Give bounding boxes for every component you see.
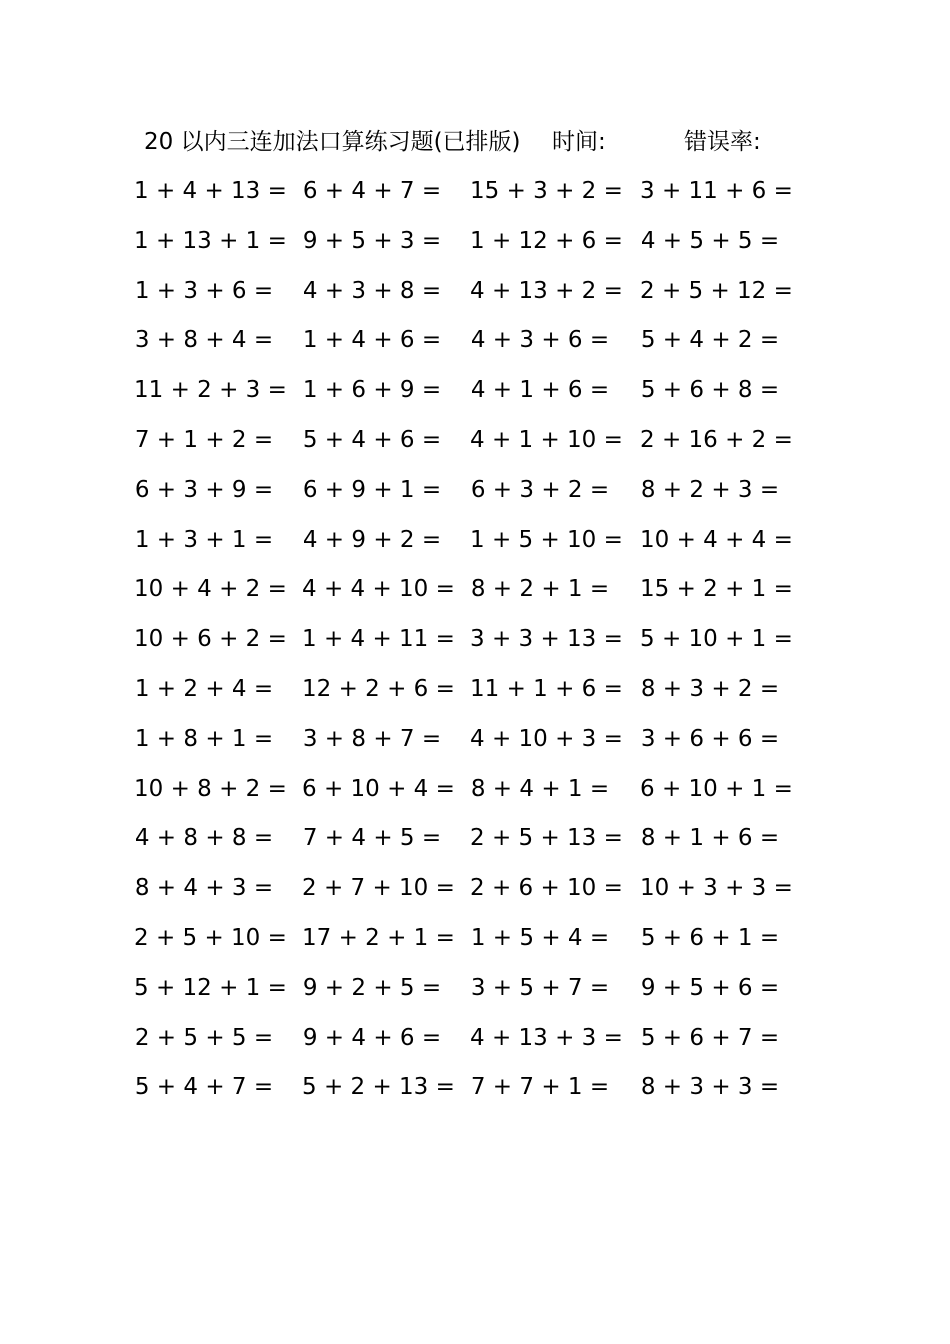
problem-item: 3 + 3 + 13 =: [470, 626, 623, 653]
problem-item: 7 + 1 + 2 =: [134, 427, 274, 453]
problem-item: 4 + 5 + 5 =: [640, 227, 780, 254]
problem-item: 5 + 2 + 13 =: [302, 1074, 455, 1101]
problem-item: 1 + 13 + 1 =: [134, 227, 287, 254]
problem-item: 9 + 5 + 3 =: [302, 227, 442, 254]
problem-item: 1 + 5 + 4 =: [470, 925, 610, 951]
problem-item: 8 + 4 + 3 =: [134, 875, 274, 902]
problem-item: 8 + 2 + 3 =: [640, 476, 780, 503]
problem-item: 15 + 2 + 1 =: [640, 576, 793, 603]
problem-item: 2 + 16 + 2 =: [640, 427, 793, 453]
problem-item: 10 + 6 + 2 =: [134, 626, 287, 653]
problem-item: 5 + 10 + 1 =: [640, 626, 793, 653]
problem-item: 8 + 4 + 1 =: [470, 775, 610, 802]
problem-item: 5 + 6 + 8 =: [640, 377, 780, 404]
problem-item: 2 + 7 + 10 =: [302, 875, 455, 902]
problem-item: 3 + 6 + 6 =: [640, 725, 780, 752]
problem-item: 6 + 4 + 7 =: [302, 178, 442, 204]
problem-item: 1 + 6 + 9 =: [302, 377, 442, 404]
problem-item: 2 + 5 + 5 =: [134, 1024, 274, 1051]
problem-item: 7 + 7 + 1 =: [470, 1074, 610, 1101]
problem-item: 1 + 2 + 4 =: [134, 676, 274, 702]
problem-item: 6 + 3 + 9 =: [134, 476, 274, 503]
problem-item: 1 + 4 + 13 =: [134, 178, 287, 204]
problem-row: [0, 1065, 950, 1109]
problem-item: 8 + 1 + 6 =: [640, 825, 780, 852]
problem-item: 8 + 2 + 1 =: [470, 576, 610, 603]
problem-row: [0, 916, 950, 960]
problem-item: 1 + 8 + 1 =: [134, 725, 274, 752]
problem-item: 5 + 4 + 6 =: [302, 427, 442, 453]
problem-row: [0, 866, 950, 910]
problem-item: 5 + 6 + 7 =: [640, 1024, 780, 1051]
problem-item: 17 + 2 + 1 =: [302, 925, 455, 951]
problem-item: 8 + 3 + 3 =: [640, 1074, 780, 1101]
problem-item: 4 + 8 + 8 =: [134, 825, 274, 852]
problem-item: 4 + 9 + 2 =: [302, 526, 442, 553]
problem-row: [0, 468, 950, 512]
problem-item: 4 + 13 + 3 =: [470, 1024, 623, 1051]
problem-item: 5 + 6 + 1 =: [640, 925, 780, 951]
problem-item: 4 + 10 + 3 =: [470, 725, 623, 752]
problem-row: [0, 816, 950, 860]
problem-row: [0, 368, 950, 412]
problem-item: 9 + 5 + 6 =: [640, 974, 780, 1001]
problem-item: 10 + 8 + 2 =: [134, 775, 287, 802]
problem-item: 12 + 2 + 6 =: [302, 676, 455, 702]
problem-item: 4 + 1 + 10 =: [470, 427, 623, 453]
problem-row: [0, 767, 950, 811]
problem-item: 4 + 4 + 10 =: [302, 576, 455, 603]
problem-item: 4 + 1 + 6 =: [470, 377, 610, 404]
problem-row: [0, 318, 950, 362]
problem-item: 5 + 4 + 2 =: [640, 327, 780, 354]
problem-item: 1 + 3 + 6 =: [134, 277, 274, 304]
problem-item: 3 + 11 + 6 =: [640, 178, 793, 204]
problem-item: 5 + 12 + 1 =: [134, 974, 287, 1001]
problem-row: [0, 169, 950, 213]
problem-item: 10 + 4 + 2 =: [134, 576, 287, 603]
problem-row: [0, 567, 950, 611]
problem-row: [0, 667, 950, 711]
problem-row: [0, 966, 950, 1010]
problem-item: 6 + 3 + 2 =: [470, 476, 610, 503]
problem-item: 15 + 3 + 2 =: [470, 178, 623, 204]
problem-item: 6 + 9 + 1 =: [302, 476, 442, 503]
problem-row: [0, 269, 950, 313]
problem-item: 3 + 8 + 7 =: [302, 725, 442, 752]
worksheet-title: 20 以内三连加法口算练习题(已排版): [144, 129, 521, 155]
problem-item: 1 + 4 + 6 =: [302, 327, 442, 354]
problem-item: 6 + 10 + 4 =: [302, 775, 455, 802]
problem-row: [0, 518, 950, 562]
problem-item: 1 + 12 + 6 =: [470, 227, 623, 254]
time-label: 时间:: [552, 129, 606, 155]
problem-item: 1 + 3 + 1 =: [134, 526, 274, 553]
problem-row: [0, 418, 950, 462]
problem-item: 7 + 4 + 5 =: [302, 825, 442, 852]
problem-item: 8 + 3 + 2 =: [640, 676, 780, 702]
problem-row: [0, 617, 950, 661]
problem-item: 6 + 10 + 1 =: [640, 775, 793, 802]
problem-item: 1 + 5 + 10 =: [470, 526, 623, 553]
problem-row: [0, 717, 950, 761]
problem-item: 11 + 1 + 6 =: [470, 676, 623, 702]
problem-item: 11 + 2 + 3 =: [134, 377, 287, 404]
problem-row: [0, 1016, 950, 1060]
problem-item: 3 + 8 + 4 =: [134, 327, 274, 354]
error-rate-label: 错误率:: [684, 129, 761, 155]
problem-item: 2 + 5 + 10 =: [134, 925, 287, 951]
problem-row: [0, 219, 950, 263]
problem-item: 2 + 5 + 13 =: [470, 825, 623, 852]
worksheet-header: [144, 122, 784, 162]
problem-item: 2 + 6 + 10 =: [470, 875, 623, 902]
problem-item: 4 + 13 + 2 =: [470, 277, 623, 304]
problem-item: 4 + 3 + 6 =: [470, 327, 610, 354]
problem-item: 10 + 3 + 3 =: [640, 875, 793, 902]
problem-item: 2 + 5 + 12 =: [640, 277, 793, 304]
problem-item: 1 + 4 + 11 =: [302, 626, 455, 653]
problem-item: 9 + 4 + 6 =: [302, 1024, 442, 1051]
problem-item: 9 + 2 + 5 =: [302, 974, 442, 1001]
problem-item: 4 + 3 + 8 =: [302, 277, 442, 304]
problem-item: 5 + 4 + 7 =: [134, 1074, 274, 1101]
problem-item: 10 + 4 + 4 =: [640, 526, 793, 553]
problem-item: 3 + 5 + 7 =: [470, 974, 610, 1001]
